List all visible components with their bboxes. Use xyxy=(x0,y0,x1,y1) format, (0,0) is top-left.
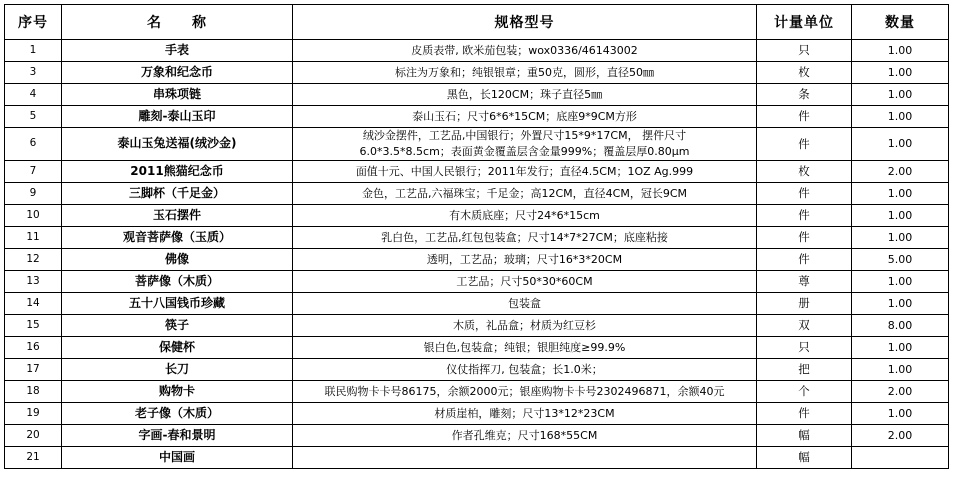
cell-unit: 把 xyxy=(757,358,852,380)
spec-line: 材质崖柏，雕刻；尺寸13*12*23CM xyxy=(434,406,615,420)
cell-seq: 15 xyxy=(5,314,62,336)
cell-name: 保健杯 xyxy=(62,336,293,358)
cell-qty: 2.00 xyxy=(852,424,949,446)
cell-unit: 幅 xyxy=(757,424,852,446)
cell-name: 字画-春和景明 xyxy=(62,424,293,446)
cell-name: 雕刻-泰山玉印 xyxy=(62,106,293,128)
cell-name: 万象和纪念币 xyxy=(62,62,293,84)
cell-spec xyxy=(293,292,757,314)
cell-name: 菩萨像（木质） xyxy=(62,270,293,292)
cell-spec xyxy=(293,446,757,468)
column-header-qty: 数量 xyxy=(852,5,949,40)
cell-name: 佛像 xyxy=(62,248,293,270)
cell-seq: 13 xyxy=(5,270,62,292)
column-header-unit: 计量单位 xyxy=(757,5,852,40)
column-header-spec: 规格型号 xyxy=(293,5,757,40)
spec-line: 透明，工艺品；玻璃；尺寸16*3*20CM xyxy=(426,252,623,266)
table-row xyxy=(5,380,949,402)
cell-unit: 件 xyxy=(757,402,852,424)
cell-unit: 枚 xyxy=(757,62,852,84)
cell-qty: 1.00 xyxy=(852,182,949,204)
spec-line: 泰山玉石；尺寸6*6*15CM；底座9*9CM方形 xyxy=(412,109,637,123)
table-row xyxy=(5,292,949,314)
table-row xyxy=(5,204,949,226)
cell-unit: 尊 xyxy=(757,270,852,292)
spec-line: 仪仗指挥刀, 包装盒；长1.0米； xyxy=(446,362,603,376)
table-row xyxy=(5,314,949,336)
cell-name: 老子像（木质） xyxy=(62,402,293,424)
table-row xyxy=(5,182,949,204)
cell-name: 玉石摆件 xyxy=(62,204,293,226)
cell-name: 串珠项链 xyxy=(62,84,293,106)
cell-unit: 件 xyxy=(757,106,852,128)
spec-line: 乳白色，工艺品,红包包装盒；尺寸14*7*27CM；底座粘接 xyxy=(381,230,668,244)
table-row xyxy=(5,446,949,468)
cell-seq: 9 xyxy=(5,182,62,204)
cell-name: 泰山玉兔送福(绒沙金) xyxy=(62,128,293,161)
table-row xyxy=(5,160,949,182)
cell-name: 五十八国钱币珍藏 xyxy=(62,292,293,314)
column-header-seq: 序号 xyxy=(5,5,62,40)
table-row xyxy=(5,62,949,84)
cell-qty: 1.00 xyxy=(852,292,949,314)
cell-qty: 1.00 xyxy=(852,358,949,380)
spec-line: 面值十元、中国人民银行；2011年发行；直径4.5CM；1OZ Ag.999 xyxy=(355,164,694,178)
cell-unit: 件 xyxy=(757,248,852,270)
cell-qty: 1.00 xyxy=(852,62,949,84)
cell-seq: 7 xyxy=(5,160,62,182)
cell-qty: 2.00 xyxy=(852,380,949,402)
cell-qty: 1.00 xyxy=(852,270,949,292)
cell-name: 购物卡 xyxy=(62,380,293,402)
cell-spec xyxy=(293,380,757,402)
cell-spec xyxy=(293,424,757,446)
cell-unit: 件 xyxy=(757,128,852,161)
cell-seq: 17 xyxy=(5,358,62,380)
cell-unit: 册 xyxy=(757,292,852,314)
spec-line: 有木质底座；尺寸24*6*15cm xyxy=(449,208,600,222)
table-row xyxy=(5,358,949,380)
cell-seq: 20 xyxy=(5,424,62,446)
cell-spec xyxy=(293,62,757,84)
cell-name: 长刀 xyxy=(62,358,293,380)
table-row xyxy=(5,226,949,248)
table-row xyxy=(5,270,949,292)
cell-qty: 1.00 xyxy=(852,106,949,128)
cell-spec xyxy=(293,40,757,62)
table-row xyxy=(5,106,949,128)
cell-unit: 只 xyxy=(757,40,852,62)
cell-name: 三脚杯（千足金） xyxy=(62,182,293,204)
cell-spec xyxy=(293,248,757,270)
cell-qty: 1.00 xyxy=(852,336,949,358)
table-row xyxy=(5,424,949,446)
cell-seq: 10 xyxy=(5,204,62,226)
cell-seq: 11 xyxy=(5,226,62,248)
cell-spec xyxy=(293,336,757,358)
cell-seq: 1 xyxy=(5,40,62,62)
cell-name: 观音菩萨像（玉质） xyxy=(62,226,293,248)
spec-line: 皮质表带, 欧米茄包装；wox0336/46143002 xyxy=(411,43,638,57)
spec-line: 木质，礼品盒；材质为红豆杉 xyxy=(453,318,596,332)
cell-seq: 12 xyxy=(5,248,62,270)
cell-spec xyxy=(293,402,757,424)
cell-name: 2011熊猫纪念币 xyxy=(62,160,293,182)
header-row xyxy=(5,5,949,40)
cell-spec xyxy=(293,270,757,292)
column-header-name: 名 称 xyxy=(62,5,293,40)
spec-line: 作者孔维克；尺寸168*55CM xyxy=(451,428,598,442)
cell-qty: 1.00 xyxy=(852,84,949,106)
cell-spec xyxy=(293,204,757,226)
cell-spec xyxy=(293,182,757,204)
cell-qty: 1.00 xyxy=(852,128,949,161)
cell-spec xyxy=(293,226,757,248)
cell-name: 手表 xyxy=(62,40,293,62)
cell-spec xyxy=(293,106,757,128)
spec-line: 6.0*3.5*8.5cm；表面黄金覆盖层含金量999%；覆盖层厚0.80μm xyxy=(359,144,690,158)
table-body xyxy=(5,40,949,469)
cell-seq: 14 xyxy=(5,292,62,314)
cell-name: 中国画 xyxy=(62,446,293,468)
cell-qty: 1.00 xyxy=(852,226,949,248)
cell-seq: 6 xyxy=(5,128,62,161)
cell-qty: 8.00 xyxy=(852,314,949,336)
spec-line: 工艺品；尺寸50*30*60CM xyxy=(456,274,593,288)
cell-seq: 16 xyxy=(5,336,62,358)
table-row xyxy=(5,402,949,424)
spec-line: 银白色,包装盒；纯银；银胆纯度≥99.9% xyxy=(423,340,626,354)
cell-spec xyxy=(293,314,757,336)
table-row xyxy=(5,128,949,161)
table-header xyxy=(5,5,949,40)
cell-qty xyxy=(852,446,949,468)
cell-seq: 4 xyxy=(5,84,62,106)
cell-unit: 条 xyxy=(757,84,852,106)
cell-qty: 5.00 xyxy=(852,248,949,270)
spec-line: 黑色，长120CM；珠子直径5㎜ xyxy=(446,87,603,101)
cell-unit: 枚 xyxy=(757,160,852,182)
cell-spec xyxy=(293,84,757,106)
cell-seq: 21 xyxy=(5,446,62,468)
table-row xyxy=(5,84,949,106)
cell-seq: 5 xyxy=(5,106,62,128)
cell-seq: 18 xyxy=(5,380,62,402)
cell-spec xyxy=(293,160,757,182)
table-row xyxy=(5,40,949,62)
cell-seq: 19 xyxy=(5,402,62,424)
cell-unit: 件 xyxy=(757,204,852,226)
cell-qty: 2.00 xyxy=(852,160,949,182)
inventory-table xyxy=(4,4,949,469)
cell-unit: 只 xyxy=(757,336,852,358)
cell-spec xyxy=(293,358,757,380)
cell-seq: 3 xyxy=(5,62,62,84)
cell-qty: 1.00 xyxy=(852,402,949,424)
cell-unit: 双 xyxy=(757,314,852,336)
cell-name: 筷子 xyxy=(62,314,293,336)
cell-unit: 幅 xyxy=(757,446,852,468)
cell-unit: 件 xyxy=(757,226,852,248)
cell-qty: 1.00 xyxy=(852,204,949,226)
spec-line: 标注为万象和；纯银银章；重50克，圆形，直径50㎜ xyxy=(395,65,654,79)
spec-line: 联民购物卡卡号86175，余额2000元；银座购物卡卡号2302496871，余额40元 xyxy=(324,384,725,398)
table-row xyxy=(5,248,949,270)
cell-qty: 1.00 xyxy=(852,40,949,62)
cell-spec xyxy=(293,128,757,161)
cell-unit: 件 xyxy=(757,182,852,204)
spec-line: 包装盒 xyxy=(508,296,541,310)
cell-unit: 个 xyxy=(757,380,852,402)
spec-line: 金色，工艺品,六福珠宝；千足金；高12CM，直径4CM，冠长9CM xyxy=(361,186,687,200)
table-row xyxy=(5,336,949,358)
spec-line: 绒沙金摆件，工艺品,中国银行；外置尺寸15*9*17CM， 摆件尺寸 xyxy=(362,129,687,142)
